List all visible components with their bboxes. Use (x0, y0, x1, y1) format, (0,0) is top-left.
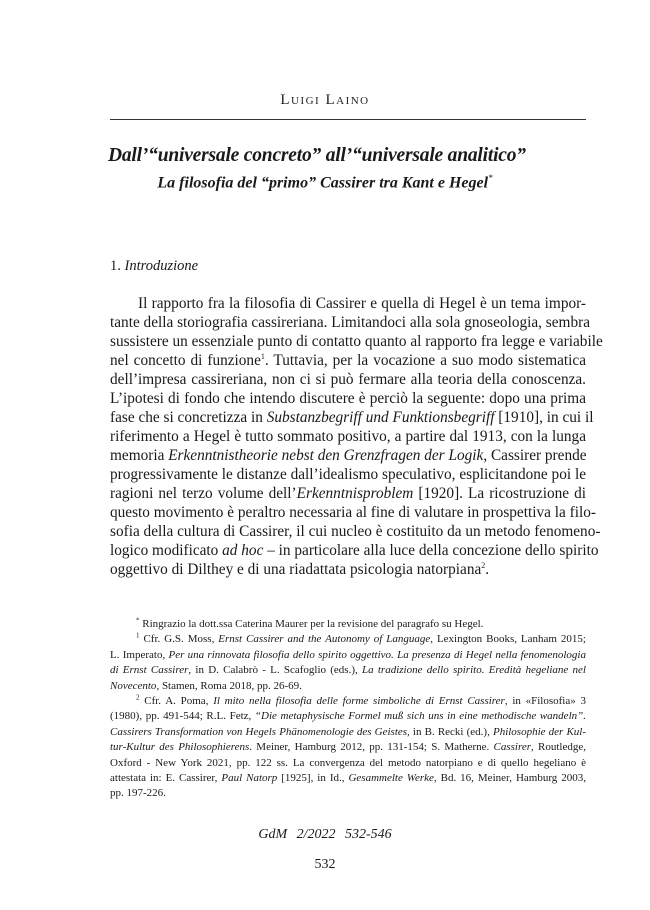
text-run: “Die metaphysische Formel muß sich uns in eine methodische wandeln”. (254, 710, 586, 723)
footnote-line (110, 648, 586, 663)
text-run: oggettivo di Dilthey e di una riadattata psicologia natorpiana (110, 561, 482, 578)
body-line (110, 522, 601, 541)
subtitle-footnote-mark: * (488, 173, 493, 183)
text-run: di Ernst Cassirer (110, 664, 189, 677)
text-run: , Bd. 16, Meiner, Hamburg 2003, (433, 771, 587, 784)
text-run: – in particolare alla luce della concezione dello spirito (263, 542, 599, 559)
body-line (110, 370, 586, 389)
text-run: 1 (260, 351, 265, 361)
text-run: . Meiner, Hamburg 2012, pp. 131-154; S. Matherne. (249, 741, 494, 754)
text-run: Oxford - New York 2021, pp. 122 ss. La convergenza del metodo natorpiano e di quello hegeliano è (110, 756, 586, 769)
footnote-line (110, 756, 586, 771)
page-number: 532 (314, 857, 336, 872)
text-run: [1925], in Id., (277, 771, 349, 784)
text-run: Erkenntnisproblem (296, 485, 414, 502)
text-run: fase che si concretizza in (110, 409, 267, 426)
footnote-line (110, 709, 586, 724)
body-line (110, 484, 586, 503)
section-title: Introduzione (124, 258, 199, 274)
body-paragraph (110, 294, 603, 579)
text-run: 1 (136, 631, 140, 640)
text-run: Cassirers Transformation von Hegels Phänomenologie des Geistes (110, 725, 408, 738)
footnote-line (110, 771, 586, 786)
footnote-line (110, 694, 586, 709)
subtitle-text: La filosofia del “primo” Cassirer tra Kant e Hegel (157, 174, 489, 192)
body-line (110, 465, 586, 484)
text-run: , in «Filosofia» 3 (504, 694, 586, 707)
body-line (110, 560, 586, 579)
text-run: . (485, 561, 490, 578)
text-run: attestata in: E. Cassirer, (110, 771, 222, 784)
text-run: Gesammelte Werke (348, 771, 434, 784)
text-run: nel concetto di funzione (110, 352, 261, 369)
text-run: pp. 197-226. (110, 787, 166, 800)
body-line (110, 313, 590, 332)
footnotes (110, 617, 586, 802)
header-rule (110, 119, 586, 120)
text-run: L. Imperato, (110, 648, 169, 661)
article-title: Dall’“universale concreto” all’“universale analitico” (108, 145, 526, 166)
text-run: Erkenntnistheorie nebst den Grenzfragen der Logik (168, 447, 484, 464)
footnote-line (110, 786, 586, 801)
text-run: , in D. Calabrò - L. Scafoglio (eds.), (188, 664, 362, 677)
text-run: progressivamente le distanze dall’idealismo speculativo, esplicitandone poi le (110, 466, 586, 483)
text-run: [1920]. La ricostruzione di (413, 485, 586, 502)
footnote-line (110, 632, 586, 647)
section-number: 1. (110, 258, 121, 274)
text-run: , Lexington Books, Lanham 2015; (430, 633, 586, 646)
text-run: . Tuttavia, per la vocazione a suo modo sistematica (264, 352, 587, 369)
body-line (110, 351, 586, 370)
text-run: * (136, 616, 140, 625)
body-line (110, 389, 586, 408)
text-run: L’ipotesi di fondo che intendo discutere è perciò la seguente: dopo una prima (110, 390, 586, 407)
footnote-line (110, 617, 586, 632)
text-run: 2 (136, 693, 140, 702)
text-run: , Cassirer prende (483, 447, 587, 464)
footnote-line (110, 663, 586, 678)
text-run: Ringrazio la dott.ssa Caterina Maurer per la revisione del paragrafo su Hegel. (139, 618, 484, 630)
text-run: Paul Natorp (221, 771, 278, 784)
text-run: Il rapporto fra la filosofia di Cassirer e quella di Hegel è un tema impor- (138, 295, 586, 312)
text-run: (1980), pp. 491-544; R.L. Fetz, (110, 710, 255, 723)
text-run: sussistere un essenziale punto di contatto quanto al rapporto fra legge e variabile (110, 333, 603, 350)
text-run: Philosophie der Kul- (492, 725, 587, 738)
text-run: Cfr. A. Poma, (139, 694, 214, 707)
text-run: La tradizione dello spirito. Eredità hegeliane nel (362, 664, 586, 677)
footnote-line (110, 725, 586, 740)
text-run: logico modificato (110, 542, 223, 559)
text-run: [1910], in cui il (494, 409, 594, 426)
text-run: Ernst Cassirer and the Autonomy of Language (218, 633, 431, 646)
body-line (110, 427, 586, 446)
text-run: questo movimento è peraltro necessaria al fine di valutare in prospettiva la filo- (110, 504, 596, 521)
text-run: , in B. Recki (ed.), (407, 725, 493, 738)
text-run: Per una rinnovata filosofia dello spirito oggettivo. La presenza di Hegel nella fenomenologia (168, 648, 586, 661)
text-run: , Stamen, Roma 2018, pp. 26-69. (156, 679, 302, 692)
text-run: dell’impresa cassireriana, non ci si può fermare alla teoria della conoscenza. (110, 371, 586, 388)
text-run: sofia della cultura di Cassirer, il cui nucleo è costituito da un metodo fenomeno- (110, 523, 601, 540)
body-line (110, 446, 586, 465)
text-run: Novecento (110, 679, 157, 692)
text-run: Cassirer (493, 741, 532, 754)
body-line (110, 503, 596, 522)
text-run: Substanzbegriff und Funktionsbegriff (266, 409, 495, 426)
text-run: 2 (481, 560, 486, 570)
text-run: Il mito nella filosofia delle forme simboliche di Ernst Cassirer (213, 694, 505, 707)
body-line (110, 408, 594, 427)
text-run: ad hoc (222, 542, 264, 559)
body-line (110, 541, 599, 560)
footnote-line (110, 679, 586, 694)
footnote-line (110, 740, 586, 755)
body-line (110, 332, 603, 351)
text-run: ragioni nel terzo volume dell’ (110, 485, 297, 502)
section-heading (110, 258, 198, 275)
text-run: tante della storiografia cassireriana. Limitandoci alla sola gnoseologia, sembra (110, 314, 590, 331)
running-head-author: Luigi Laino (280, 92, 370, 108)
journal-reference: GdM 2/2022 532-546 (258, 827, 392, 842)
text-run: riferimento a Hegel è tutto sommato positivo, a partire dal 1913, con la lunga (110, 428, 586, 445)
text-run: , Routledge, (531, 741, 586, 754)
text-run: Cfr. G.S. Moss, (139, 633, 219, 646)
body-line (110, 294, 586, 313)
text-run: tur-Kultur des Philosophierens (110, 741, 250, 754)
text-run: memoria (110, 447, 169, 464)
article-subtitle (0, 173, 650, 192)
